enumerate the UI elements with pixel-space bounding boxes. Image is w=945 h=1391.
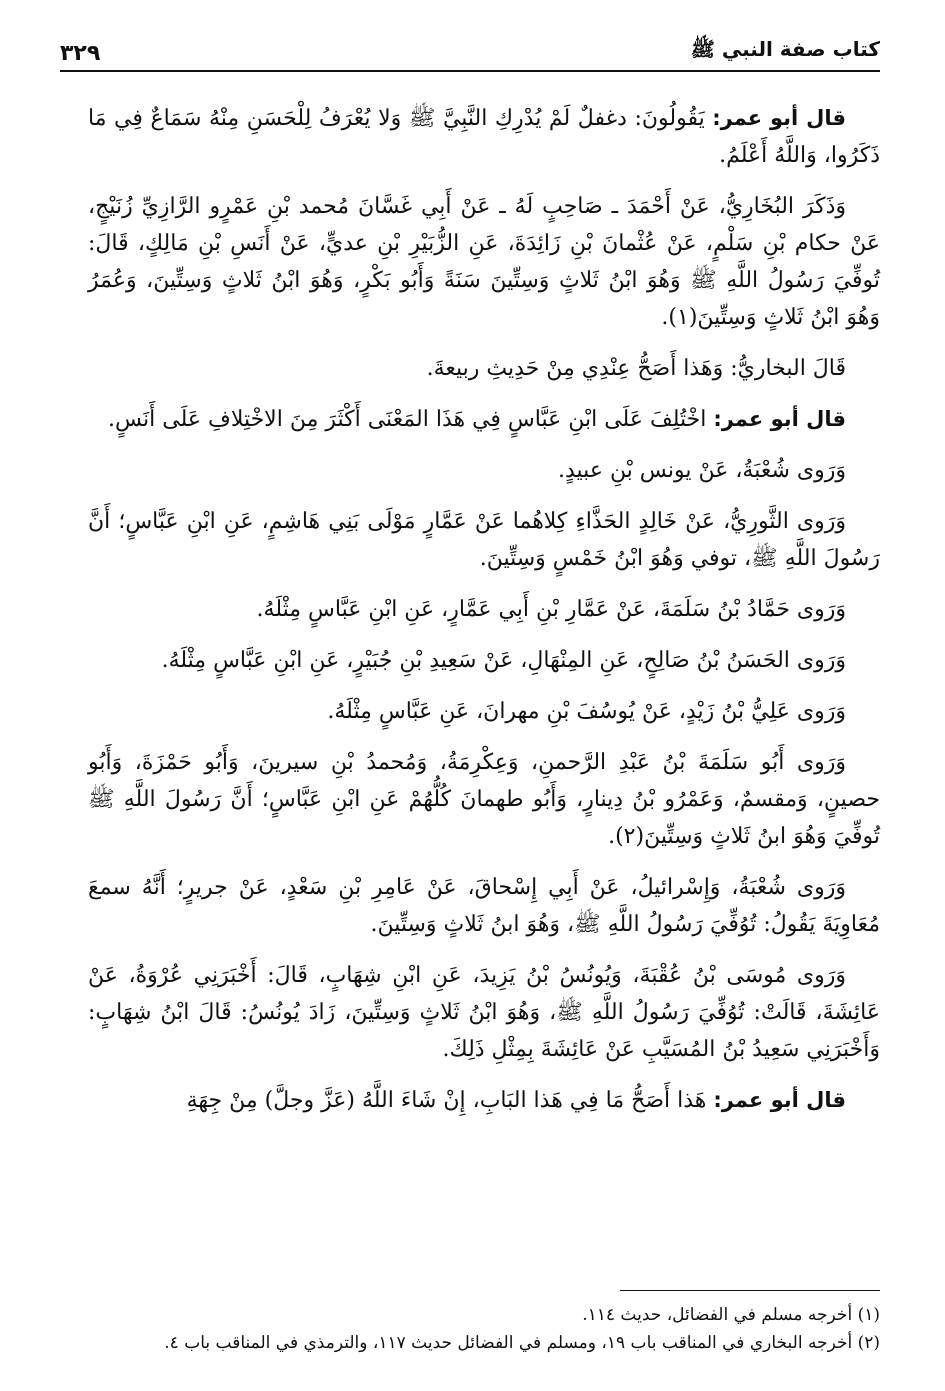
paragraph (88, 100, 880, 174)
paragraph-text: وَرَوى شُعْبَةُ، عَنْ يونس بْنِ عبيدٍ. (558, 458, 846, 483)
paragraph-text: وَرَوى الثَّورِيُّ، عَنْ خَالِدٍ الحَذَّاءِ كِلاهُما عَنْ عَمَّارٍ مَوْلَى بَنِي هَاشِمٍ، عَنِ ابْنِ عَبَّاسٍ؛ أَنَّ رَسُولَ اللَّهِ ﷺ، توفي وَهُوَ ابْنُ خَمْسٍ وَسِتِّينَ. (88, 509, 880, 571)
footnote: (٢) أخرجه البخاري في المناقب باب ١٩، ومسلم في الفضائل حديث ١١٧، والترمذي في المناقب باب ٤. (164, 1333, 880, 1353)
paragraph (88, 452, 880, 489)
paragraph (88, 1082, 880, 1119)
speaker-label: قال أبو عمر: (713, 1088, 846, 1112)
paragraph (88, 350, 880, 387)
paragraph (88, 693, 880, 730)
speaker-label: قال أبو عمر: (713, 407, 846, 431)
paragraph-text: وَرَوى حَمَّادُ بْنُ سَلَمَةَ، عَنْ عَمَّارِ بْنِ أَبِي عَمَّارٍ، عَنِ ابْنِ عَبَّاسٍ مِثْلَهُ. (256, 597, 846, 622)
speaker-label: قال أبو عمر: (712, 106, 846, 130)
page-header (60, 38, 880, 72)
paragraph-text: قَالَ البخاريُّ: وَهَذا أَصَحُّ عِنْدِي مِنْ حَدِيثِ ربيعةَ. (426, 356, 846, 381)
paragraph-text: هَذا أَصَحُّ مَا فِي هَذا البَابِ، إِنْ شَاءَ اللَّهُ (عَزَّ وجلَّ) مِنْ جِهَةِ (186, 1088, 714, 1113)
paragraph-text: يَقُولُونَ: دغفلٌ لَمْ يُدْرِكِ النَّبِيَّ ﷺ وَلا يُعْرَفُ لِلْحَسَنِ مِنْهُ سَمَاعٌ فِي مَا ذَكَرُوا، وَاللَّهُ أَعْلَمُ. (88, 106, 880, 168)
paragraph-text: وَرَوى الحَسَنُ بْنُ صَالِحٍ، عَنِ المِنْهَالِ، عَنْ سَعِيدِ بْنِ جُبَيْرٍ، عَنِ ابْنِ عَبَّاسٍ مِثْلَهُ. (161, 648, 846, 673)
footnotes (88, 1290, 880, 1357)
paragraph-text: وَرَوى عَلِيُّ بْنُ زَيْدٍ، عَنْ يُوسُفَ بْنِ مهرانَ، عَنِ عَبَّاسٍ مِثْلَهُ. (327, 699, 846, 724)
paragraph-text: وَذَكَرَ البُخَارِيُّ، عَنْ أَحْمَدَ ـ صَاحِبٍ لَهُ ـ عَنْ أَبِي غَسَّانَ مُحمد بْنِ عَمْرٍو الرَّازِيِّ زُنَيْجٍ، عَنْ حكام بْنِ سَلْمٍ، عَنْ عُثْمانَ بْنِ زَائِدَةَ، عَنِ الزُّبَيْرِ بْنِ عديٍّ، عَنْ أَنَسِ بْنِ مَالِكٍ، قَالَ: تُوفِّيَ رَسُولُ اللَّهِ ﷺ وَهُوَ ابْنُ ثَلاثٍ وَسِتِّينَ سَنَةً وَأَبُو بَكْرٍ، وَهُوَ ابْنُ ثَلاثٍ وَسِتِّينَ، وَعُمَرُ وَهُوَ ابْنُ ثَلاثٍ وَسِتِّينَ(١). (88, 194, 880, 330)
footnote: (١) أخرجه مسلم في الفضائل، حديث ١١٤. (582, 1305, 880, 1325)
paragraph-text: وَرَوى شُعْبَةُ، وَإِسْرائيلُ، عَنْ أَبِي إِسْحاقَ، عَنْ عَامِرِ بْنِ سَعْدٍ، عَنْ جريرٍ؛ أَنَّهُ سمعَ مُعَاوِيَةَ يَقُولُ: تُوُفِّيَ رَسُولُ اللَّهِ ﷺ، وَهُوَ ابنُ ثَلاثٍ وَسِتِّينَ. (88, 875, 880, 937)
paragraph-text: اخْتُلِفَ عَلَى ابْنِ عَبَّاسٍ فِي هَذَا المَعْنَى أَكْثَرَ مِنَ الاخْتِلافِ عَلَى أَنَسٍ. (108, 407, 714, 432)
paragraph (88, 642, 880, 679)
paragraph (88, 957, 880, 1068)
paragraph (88, 591, 880, 628)
book-title: كتاب صفة النبي ﷺ (690, 37, 880, 61)
paragraph (88, 401, 880, 438)
paragraph-text: وَرَوى مُوسَى بْنُ عُقْبَةَ، وَيُونُسُ بْنُ يَزِيدَ، عَنِ ابْنِ شِهَابٍ، قَالَ: أَخْبَرَنِي عُرْوَةُ، عَنْ عَائِشَةَ، قَالَتْ: تُوُفِّيَ رَسُولُ اللَّهِ ﷺ، وَهُوَ ابْنُ ثَلاثٍ وَسِتِّينَ، زَادَ يُونُسُ: قَالَ ابْنُ شِهَابٍ: وَأَخْبَرَنِي سَعِيدُ بْنُ المُسَيَّبِ عَنْ عَائِشَةَ بِمِثْلِ ذَلِكَ. (88, 963, 880, 1062)
paragraph (88, 869, 880, 943)
footnote-divider (620, 1290, 880, 1291)
paragraph-text: وَرَوى أَبُو سَلَمَةَ بْنُ عَبْدِ الرَّحمنِ، وَعِكْرِمَةُ، وَمُحمدُ بْنِ سيرينَ، وَأَبُو حَمْزَةَ، وَأَبُو حصينٍ، وَمقسمٌ، وَعَمْرُو بْنُ دِينارٍ، وَأَبُو طهمانَ كُلُّهُمْ عَنِ ابْنِ عَبَّاسٍ؛ أَنَّ رَسُولَ اللَّهِ ﷺ تُوفِّيَ وَهُوَ ابنُ ثَلاثٍ وَسِتِّينَ(٢). (88, 750, 880, 849)
main-text (88, 100, 880, 1133)
page-number: ٣٢٩ (60, 41, 101, 66)
paragraph (88, 744, 880, 855)
paragraph (88, 188, 880, 336)
paragraph (88, 503, 880, 577)
